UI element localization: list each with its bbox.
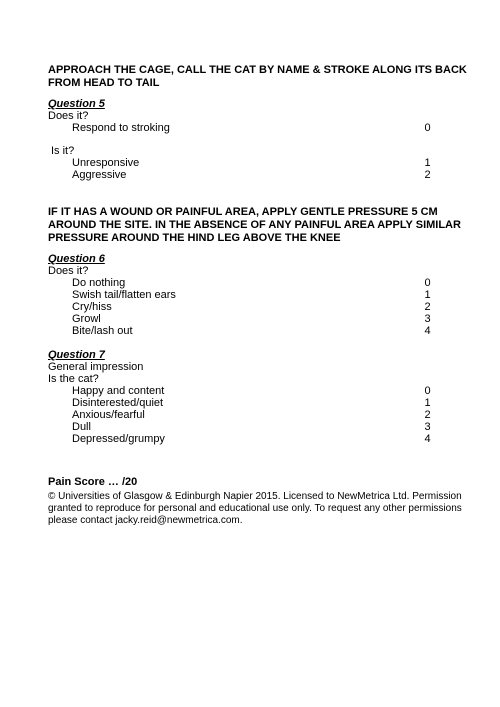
question-6-title: Question 6 <box>48 253 105 265</box>
question-7-subtitle: General impression <box>48 361 144 373</box>
q5-option-aggressive <box>72 169 432 182</box>
question-7-prompt: Is the cat? <box>48 373 99 385</box>
option-label: Growl <box>72 313 101 325</box>
option-score: 1 <box>424 157 431 169</box>
option-label: Do nothing <box>72 277 126 289</box>
instruction-heading-stroke: APPROACH THE CAGE, CALL THE CAT BY NAME & STROKE ALONG ITS BACK FROM HEAD TO TAIL <box>48 64 467 89</box>
option-score: 4 <box>424 325 431 337</box>
pain-score-total: Pain Score … /20 <box>48 476 138 488</box>
option-label: Anxious/fearful <box>72 409 145 421</box>
option-label: Bite/lash out <box>72 325 133 337</box>
question-6-prompt: Does it? <box>48 265 89 277</box>
q5-option-respond <box>72 122 432 135</box>
option-score: 0 <box>424 122 431 134</box>
option-label: Dull <box>72 421 91 433</box>
copyright-notice: © Universities of Glasgow & Edinburgh Napier 2015. Licensed to NewMetrica Ltd. Permission granted to reproduce for personal and educational use only. To request any other permissions please contact jacky.reid@newmetrica.com. <box>48 491 462 526</box>
option-label: Happy and content <box>72 385 165 397</box>
option-score: 2 <box>424 301 431 313</box>
option-label: Depressed/grumpy <box>72 433 165 445</box>
option-label: Unresponsive <box>72 157 140 169</box>
q7-option-4 <box>72 433 432 446</box>
option-score: 0 <box>424 385 431 397</box>
instruction-heading-pressure: IF IT HAS A WOUND OR PAINFUL AREA, APPLY GENTLE PRESSURE 5 CM AROUND THE SITE. IN THE ABSENCE OF ANY PAINFUL AREA APPLY SIMILAR PRESSURE AROUND THE HIND LEG ABOVE THE KNEE <box>48 206 461 244</box>
option-label: Swish tail/flatten ears <box>72 289 176 301</box>
option-label: Aggressive <box>72 169 127 181</box>
option-score: 0 <box>424 277 431 289</box>
q6-option-4 <box>72 325 432 338</box>
question-5-title: Question 5 <box>48 98 105 110</box>
question-5-prompt-does: Does it? <box>48 110 89 122</box>
option-score: 1 <box>424 397 431 409</box>
option-score: 1 <box>424 289 431 301</box>
option-score: 4 <box>424 433 431 445</box>
question-7-title: Question 7 <box>48 349 105 361</box>
option-label: Cry/hiss <box>72 301 112 313</box>
option-score: 3 <box>424 421 431 433</box>
option-score: 2 <box>424 169 431 181</box>
option-label: Disinterested/quiet <box>72 397 164 409</box>
option-label: Respond to stroking <box>72 122 170 134</box>
option-score: 3 <box>424 313 431 325</box>
option-score: 2 <box>424 409 431 421</box>
question-5-prompt-is: Is it? <box>51 145 75 157</box>
